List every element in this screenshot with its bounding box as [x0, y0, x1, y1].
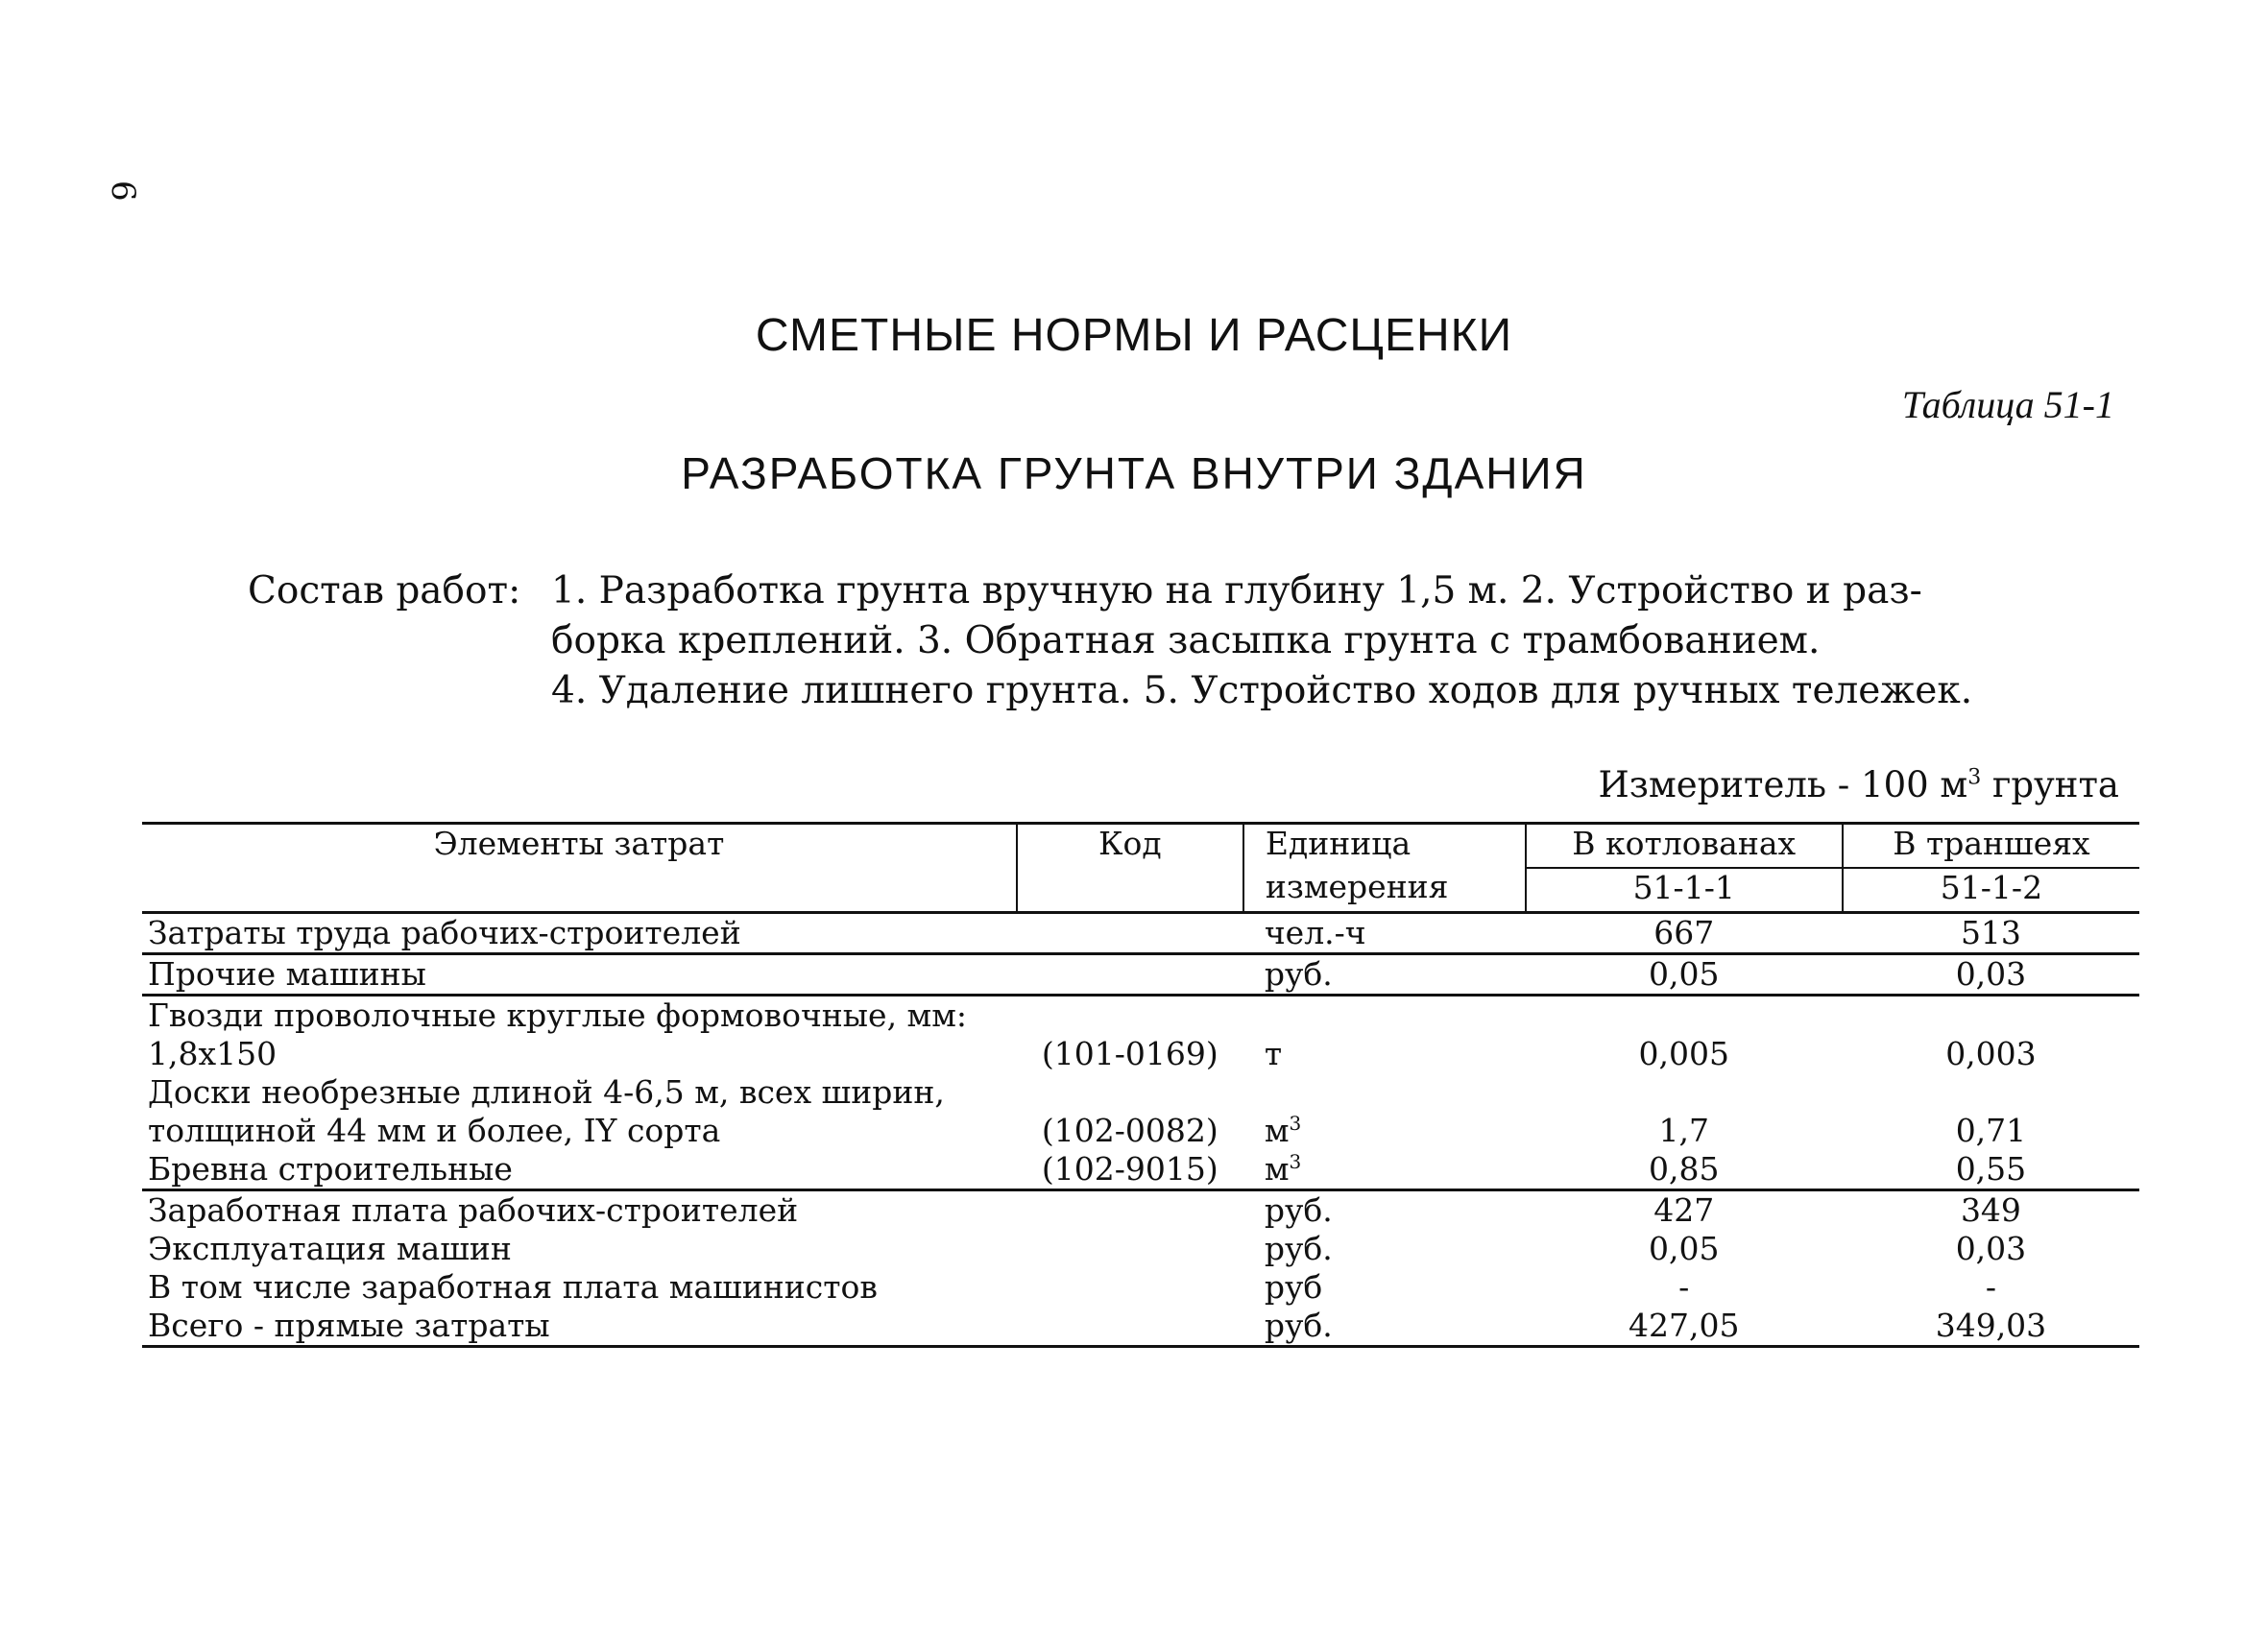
- row-name: Прочие машины: [142, 954, 1017, 996]
- table-row: [142, 996, 2139, 1036]
- row-unit: [1243, 954, 1526, 996]
- table-body: [142, 913, 2139, 1347]
- row-value-51-1-2: 0,003: [1945, 1035, 2037, 1072]
- row-value-51-1-1: 0,005: [1638, 1035, 1729, 1072]
- table-row: [142, 1307, 2139, 1347]
- header-col2-title: В траншеях: [1843, 824, 2139, 869]
- row-unit-text: руб: [1264, 1268, 1323, 1306]
- row-code: [1017, 1268, 1243, 1307]
- row-unit-text: руб.: [1264, 1230, 1333, 1267]
- unit-meter: [1599, 764, 2119, 805]
- row-unit: [1243, 913, 1526, 954]
- row-name: Затраты труда рабочих-строителей: [142, 913, 1017, 954]
- row-code: (102-0082): [1041, 1112, 1218, 1149]
- table-row: [142, 1268, 2139, 1307]
- row-unit: [1243, 1150, 1526, 1190]
- table-row: [142, 1112, 2139, 1150]
- row-value-51-1-2: 0,55: [1955, 1150, 2027, 1188]
- row-name: Эксплуатация машин: [148, 1230, 512, 1267]
- header-col1-code: 51-1-1: [1526, 868, 1843, 913]
- row-code: [1017, 996, 1243, 1036]
- row-code: [1017, 1307, 1243, 1347]
- row-unit-text: руб.: [1264, 955, 1333, 993]
- row-unit-text: руб.: [1264, 1307, 1333, 1344]
- table-row: [142, 1190, 2139, 1231]
- section-title: РАЗРАБОТКА ГРУНТА ВНУТРИ ЗДАНИЯ: [681, 448, 1587, 498]
- row-name: 1,8x150: [148, 1035, 277, 1072]
- row-unit-text: т: [1264, 1035, 1283, 1072]
- row-name: Гвозди проволочные круглые формовочные, мм:: [142, 996, 1017, 1036]
- header-elements: Элементы затрат: [142, 824, 1017, 913]
- header-col2-code: 51-1-2: [1843, 868, 2139, 913]
- row-code: [1017, 913, 1243, 954]
- works-line: 4. Удаление лишнего грунта. 5. Устройство ходов для ручных тележек.: [551, 669, 1973, 712]
- row-value-51-1-1: -: [1678, 1268, 1690, 1306]
- row-value-51-1-2: 349: [1843, 1190, 2139, 1231]
- row-code: [1017, 1190, 1243, 1231]
- table-row: [142, 1035, 2139, 1073]
- row-value-51-1-2: 0,03: [1843, 954, 2139, 996]
- meter-sup: 3: [1967, 765, 1982, 790]
- row-unit-sup: 3: [1289, 1112, 1302, 1135]
- header-code: Код: [1017, 824, 1243, 913]
- row-value-51-1-2: [1843, 1073, 2139, 1112]
- row-value-51-1-1: 0,85: [1648, 1150, 1720, 1188]
- row-unit-text: руб.: [1264, 1191, 1333, 1229]
- row-value-51-1-1: [1526, 996, 1843, 1036]
- row-value-51-1-1: 667: [1526, 913, 1843, 954]
- row-value-51-1-1: [1526, 1073, 1843, 1112]
- header-unit-line1: Единица: [1243, 824, 1526, 869]
- row-name: Доски необрезные длиной 4-6,5 м, всех ширин,: [148, 1073, 945, 1111]
- row-value-51-1-1: 1,7: [1658, 1112, 1709, 1149]
- table-row: [142, 1150, 2139, 1190]
- meter-suffix: грунта: [1981, 764, 2119, 805]
- row-value-51-1-2: -: [1985, 1268, 1997, 1306]
- row-value-51-1-2: 0,03: [1955, 1230, 2027, 1267]
- row-unit: [1243, 1307, 1526, 1347]
- cost-table: [142, 822, 2139, 1348]
- works-list: [551, 566, 1972, 716]
- header-unit-line2: измерения: [1243, 868, 1526, 913]
- row-code: [1017, 954, 1243, 996]
- row-unit-text: м: [1264, 1150, 1290, 1188]
- table-row: [142, 913, 2139, 954]
- header-col1-title: В котлованах: [1526, 824, 1843, 869]
- row-code: (102-9015): [1041, 1150, 1218, 1188]
- row-unit: [1243, 1268, 1526, 1307]
- main-title: СМЕТНЫЕ НОРМЫ И РАСЦЕНКИ: [755, 310, 1513, 361]
- row-unit-sup: 3: [1289, 1150, 1302, 1173]
- row-value-51-1-2: [1843, 996, 2139, 1036]
- row-code: (101-0169): [1041, 1035, 1218, 1072]
- row-value-51-1-2: 0,71: [1955, 1112, 2027, 1149]
- table-row: [142, 954, 2139, 996]
- row-unit-text: м: [1264, 1112, 1290, 1149]
- row-value-51-1-2: 513: [1843, 913, 2139, 954]
- page-number: 6: [104, 180, 142, 202]
- row-value-51-1-1: 0,05: [1526, 954, 1843, 996]
- row-name: толщиной 44 мм и более, IY сорта: [148, 1112, 721, 1149]
- row-value-51-1-2: 349,03: [1843, 1307, 2139, 1347]
- row-unit: [1243, 1035, 1526, 1073]
- row-name: Заработная плата рабочих-строителей: [142, 1190, 1017, 1231]
- row-name: Всего - прямые затраты: [142, 1307, 1017, 1347]
- row-value-51-1-1: 427: [1526, 1190, 1843, 1231]
- works-line: 1. Разработка грунта вручную на глубину 1,5 м. 2. Устройство и раз-: [551, 569, 1922, 612]
- row-unit: [1243, 996, 1526, 1036]
- row-name: Бревна строительные: [148, 1150, 513, 1188]
- table-row: [142, 1073, 2139, 1112]
- row-code: [1017, 1230, 1243, 1268]
- table-label: Таблица 51-1: [1901, 383, 2114, 426]
- works-label: Состав работ:: [248, 569, 521, 612]
- row-unit: [1243, 1073, 1526, 1112]
- row-unit: [1243, 1230, 1526, 1268]
- row-unit-text: чел.-ч: [1264, 914, 1366, 951]
- meter-prefix: Измеритель - 100 м: [1598, 764, 1968, 805]
- row-name: В том числе заработная плата машинистов: [148, 1268, 878, 1306]
- row-code: [1017, 1073, 1243, 1112]
- table-row: [142, 1230, 2139, 1268]
- row-value-51-1-1: 0,05: [1648, 1230, 1720, 1267]
- row-unit: [1243, 1190, 1526, 1231]
- row-unit: [1243, 1112, 1526, 1150]
- row-value-51-1-1: 427,05: [1526, 1307, 1843, 1347]
- works-line: борка креплений. 3. Обратная засыпка грунта с трамбованием.: [551, 619, 1821, 662]
